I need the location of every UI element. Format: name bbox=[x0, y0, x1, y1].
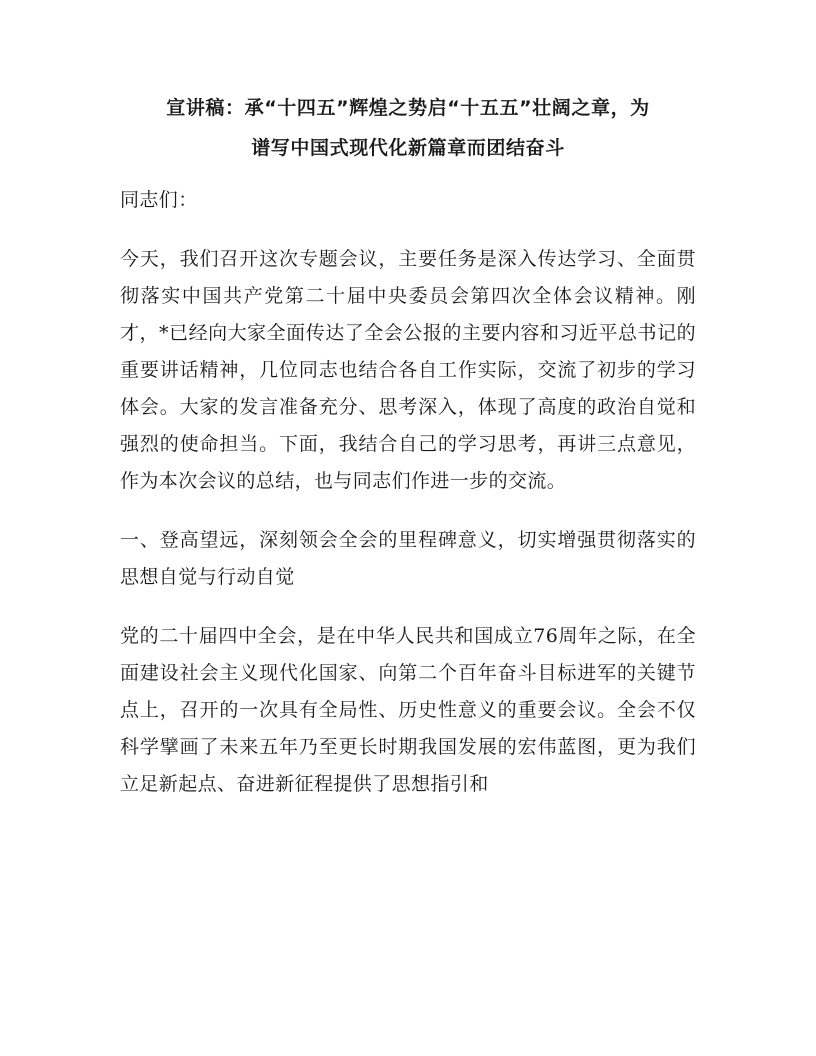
document-title bbox=[120, 88, 696, 168]
document-page bbox=[120, 88, 696, 803]
section-heading-1: 一、登高望远，深刻领会全会的里程碑意义，切实增强贯彻落实的思想自觉与行动自觉 bbox=[120, 529, 696, 588]
body-paragraph-1: 今天，我们召开这次专题会议，主要任务是深入传达学习、全面贯彻落实中国共产党第二十届中央委员会第四次全体会议精神。刚才，*已经向大家全面传达了全会公报的主要内容和习近平总书记的重要讲话精神，几位同志也结合各自工作实际，交流了初步的学习体会。大家的发言准备充分、思考深入，体现了高度的政治自觉和强烈的使命担当。下面，我结合自己的学习思考，再讲三点意见，作为本次会议的总结，也与同志们作进一步的交流。 bbox=[120, 248, 696, 492]
body-paragraph-2: 党的二十届四中全会，是在中华人民共和国成立76周年之际，在全面建设社会主义现代化国家、向第二个百年奋斗目标进军的关键节点上，召开的一次具有全局性、历史性意义的重要会议。全会不仅科学擘画了未来五年乃至更长时期我国发展的宏伟蓝图，更为我们立足新起点、奋进新征程提供了思想指引和 bbox=[120, 625, 696, 795]
title-line-2: 谱写中国式现代化新篇章而团结奋斗 bbox=[251, 137, 565, 159]
title-line-1: 宣讲稿：承“十四五”辉煌之势启“十五五”壮阔之章，为 bbox=[166, 97, 650, 119]
salutation: 同志们： bbox=[120, 189, 198, 211]
